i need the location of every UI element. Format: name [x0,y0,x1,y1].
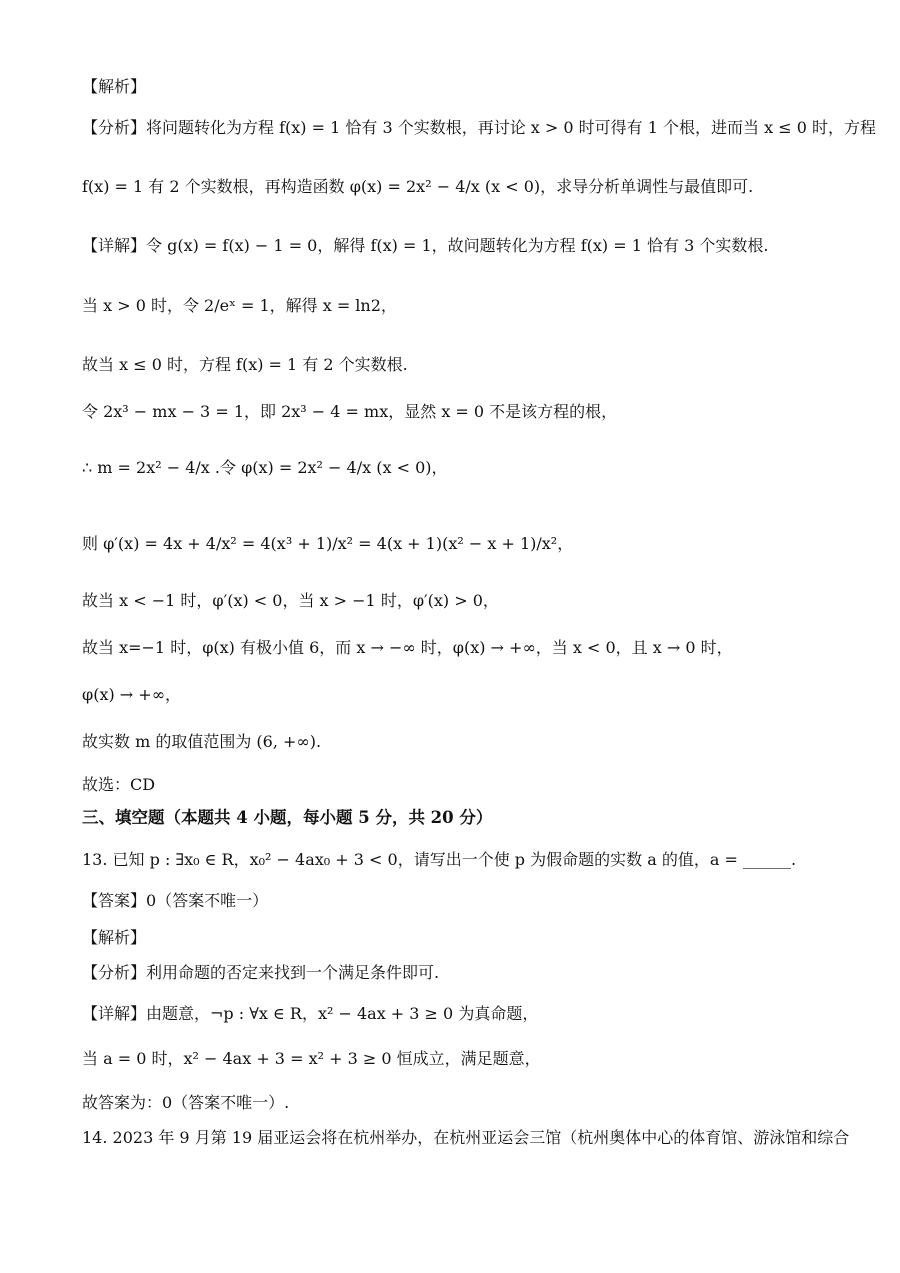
detail-13-line-1: 【详解】由题意，¬p : ∀x ∈ R，x² − 4ax + 3 ≥ 0 为真命题， [82,1004,539,1023]
detail-line-x-positive: 当 x > 0 时，令 2/eˣ = 1，解得 x = ln2， [82,296,397,315]
answer-13: 【答案】0（答案不唯一） [82,891,269,910]
detail-13-answer: 故答案为：0（答案不唯一）. [82,1093,290,1112]
detail-line-define-phi: ∴ m = 2x² − 4/x .令 φ(x) = 2x² − 4/x (x < 0)， [82,458,448,477]
detail-13-line-2: 当 a = 0 时，x² − 4ax + 3 = x² + 3 ≥ 0 恒成立，满足题意， [82,1049,541,1068]
detail-line-monotonicity: 故当 x < −1 时，φ′(x) < 0，当 x > −1 时，φ′(x) > 0， [82,591,499,610]
section-heading-fill-in: 三、填空题（本题共 4 小题，每小题 5 分，共 20 分） [82,808,493,827]
detail-line-derivative: 则 φ′(x) = 4x + 4/x² = 4(x³ + 1)/x² = 4(x + 1)(x² − x + 1)/x²， [82,534,574,553]
answer-choice: 故选：CD [82,775,156,794]
detail-line-x-nonpositive: 故当 x ≤ 0 时，方程 f(x) = 1 有 2 个实数根. [82,355,408,374]
analysis-paragraph-1: 【分析】将问题转化为方程 f(x) = 1 恰有 3 个实数根，再讨论 x > 0 时可得有 1 个根，进而当 x ≤ 0 时，方程 [82,118,876,137]
detail-line-equation: 令 2x³ − mx − 3 = 1，即 2x³ − 4 = mx，显然 x = 0 不是该方程的根， [82,402,618,421]
detail-line-limit: φ(x) → +∞， [82,685,182,704]
detail-line-extremum: 故当 x=−1 时，φ(x) 有极小值 6，而 x → −∞ 时，φ(x) → +∞，当 x < 0，且 x → 0 时， [82,638,733,657]
question-13: 13. 已知 p : ∃x₀ ∈ R，x₀² − 4ax₀ + 3 < 0，请写出一个使 p 为假命题的实数 a 的值，a = ______. [82,850,797,869]
section-label-analysis-13: 【解析】 [82,928,147,947]
question-14: 14. 2023 年 9 月第 19 届亚运会将在杭州举办，在杭州亚运会三馆（杭州奥体中心的体育馆、游泳馆和综合 [82,1128,850,1147]
detail-line-range: 故实数 m 的取值范围为 (6, +∞). [82,732,322,751]
detail-paragraph-1: 【详解】令 g(x) = f(x) − 1 = 0，解得 f(x) = 1，故问题转化为方程 f(x) = 1 恰有 3 个实数根. [82,236,769,255]
analysis-13: 【分析】利用命题的否定来找到一个满足条件即可. [82,963,440,982]
section-label-analysis: 【解析】 [82,77,147,96]
analysis-paragraph-2: f(x) = 1 有 2 个实数根，再构造函数 φ(x) = 2x² − 4/x (x < 0)，求导分析单调性与最值即可. [82,177,754,196]
